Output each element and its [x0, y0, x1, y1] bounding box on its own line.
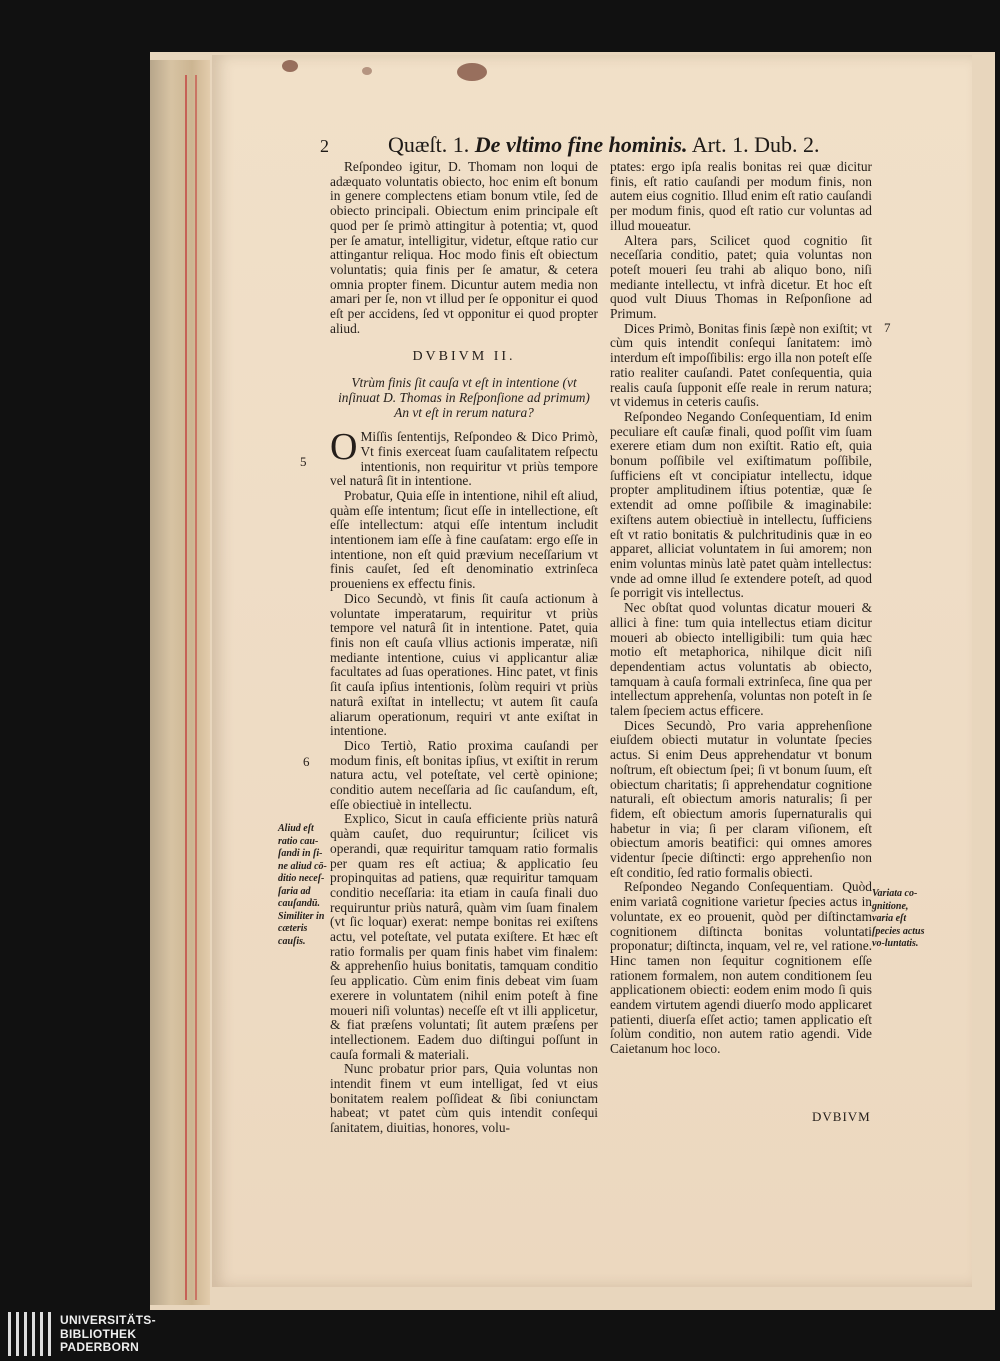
paragraph: Dices Secundò, Pro varia apprehenſione eiuſdem obiecti mutatur in voluntate ſpecies actus. Si enim Deus apprehendatur vt bonum noſtrum, eſt obiectum ſpei; ſi vt bonum ſuum, eſt obiectum charitatis; ſi apprehendatur cognitione naturali, eſt obiectum amoris naturalis; ſi per fidem, eſt obiectum amoris ſupernaturalis qui habetur in via; ſi per claram viſionem, eſt obiectum amoris beatifici: qui omnes amores videntur ſpecie diſtincti: ergo apprehenſio non eſt conditio, ſed ratio formalis obiecti. — [610, 717, 872, 880]
paragraph: Reſpondeo Negando Conſequentiam, Id enim peculiare eſt cauſæ finali, quod poſſit vim ſuam exerere etiam dum non exiſtit. Ratio eſt, quia bonum poſſibile vel exiſtimatum poſſibile, ſufficiens eſt vt concipiatur intellectu, idque propter amplitudinem iſtius potentiæ, quæ ſe extendit ad omne poſſibile & imaginabile: exiſtens autem obiectiuè in intellectu, ſufficiens eſt vt ratio bonitatis & pulchritudinis quæ in eo apparet, alliciat voluntatem in ſui amorem; non enim voluntas minùs latè patet quàm intellectus: vnde ad omne illud ſe extendere poteſt, ad quod ſe porrigit vis intellectus. — [610, 408, 872, 601]
stain — [457, 63, 487, 81]
section-question: Vtrùm finis ſit cauſa vt eſt in intentione (vt inſinuat D. Thomas in Reſponſione ad primum) An vt eſt in rerum natura? — [338, 375, 590, 421]
header-prefix: Quæſt. 1. — [388, 132, 470, 157]
paragraph: Nunc probatur prior pars, Quia voluntas non intendit finem vt eum intelligat, ſed vt eius bonitatem realem poſſideat & ſibi coniunctam habeat; vt patet cùm quis intendit conſequi ſanitatem, diuitias, honores, volu- — [330, 1061, 598, 1136]
paragraph: Dico Secundò, vt finis ſit cauſa actionum à voluntate imperatarum, requiritur vt priùs tempore vel naturâ ſit in intentione. Patet, quia finis non eſt cauſa vllius actionis imperatæ, niſi mediante intentione, cuius vi applicantur aliæ facultates ad ſuas operationes. Hinc patet, vt finis ſit cauſa ipſius intentionis, ſolùm requiri vt priùs naturâ exiſtat in intellectu; vt autem ſit cauſa aliarum operationum, requiri vt ante exiſtat in intentione. — [330, 590, 598, 739]
paragraph: Probatur, Quia eſſe in intentione, nihil eſt aliud, quàm eſſe intentum; ſicut eſſe in intellectione, eſt eſſe intellectum: atqui eſſe intentum includit intentionem iam eſſe à fine cauſatam: ergo eſſe in intentione, non eſt quid prævium neceſſarium vt finis cauſet, ſed eſt denominatio extrinſeca proueniens ex effectu finis. — [330, 487, 598, 592]
section-heading: DVBIVM II. — [412, 349, 516, 365]
red-edge-line — [185, 75, 187, 1300]
header-suffix: Art. 1. Dub. 2. — [691, 132, 820, 157]
paragraph: Reſpondeo igitur, D. Thomam non loqui de adæquato voluntatis obiecto, hoc enim eſt bonum in genere complectens etiam bonum vtile, ſed de obiecto principali. Obiectum enim principale eſt quod per ſe primò attingitur à potentia; vt, quod per ſe amatur, intelligitur, videtur, eſtque ratio cur attingantur reliqua. Hoc modo finis eſt obiectum voluntatis; quia finis per ſe amatur, & cetera omnia propter finem. Dicuntur autem media non amari per ſe, non vt illud per ſe opponitur ei quod eſt per accidens, ſed vt opponitur ei quod propter aliud. — [330, 159, 598, 336]
right-column — [610, 160, 872, 1057]
paragraph: Nec obſtat quod voluntas dicatur moueri & allici à fine: tum quia intellectus etiam dicitur moueri ab obiecto intelligibili: tum quia hæc motio eſt metaphorica, nihilque dicit niſi dependentiam actus voluntatis ab obiecto, tamquam à cauſa formali extrinſeca, ſine qua per intellectum apprehenſa, voluntas non poteſt in ſe talem ſpeciem actus efficere. — [610, 600, 872, 719]
paragraph: Dices Primò, Bonitas finis ſæpè non exiſtit; vt cùm quis intendit conſequi ſanitatem: imò interdum eſt impoſſibilis: ergo illa non poteſt eſſe ratio realiter cauſandi. Patet conſequentia, quia realis cauſa ſupponit eſſe reale in rerum natura; vt videmus in ceteris cauſis. — [610, 320, 872, 410]
stain — [362, 67, 372, 75]
catchword: DVBIVM — [812, 1109, 871, 1124]
paragraph: Explico, Sicut in cauſa efficiente priùs naturâ quàm cauſet, duo requiruntur; ſcilicet vis operandi, quæ requiritur tamquam ratio formalis per quam res eſt actiua; & applicatio ſeu propinquitas ad patiens, quæ requiritur tamquam conditio neceſſaria: ita etiam in cauſa finali duo requiruntur priùs naturâ, quàm vim ſuam finalem (vt ſic loquar) exerat: nempe bonitas rei exiſtens actu, vel poteſtate, vel putata exiſtere. Et hæc eſt ratio formalis per quam finis habet vim finalem: & apprehenſio huius bonitatis, tamquam conditio ſeu applicatio. Cùm enim finis debeat vim ſuam exerere in voluntatem (nihil enim poteſt à fine moueri niſi voluntas) neceſſe eſt vt illi applicetur, & fiat præſens voluntati; ſit autem præſens per intellectionem. Eadem duo diſtingui poſſunt in cauſa formali & materiali. — [330, 811, 598, 1062]
library-name: UNIVERSITÄTS- BIBLIOTHEK PADERBORN — [60, 1313, 156, 1354]
margin-number-6: 6 — [303, 754, 310, 769]
stain — [282, 60, 298, 72]
library-logo — [6, 1312, 166, 1358]
paragraph — [330, 426, 598, 489]
paragraph: Dico Tertiò, Ratio proxima cauſandi per modum finis, eſt bonitas ipſius, vt exiſtit in rerum natura actu, vel poteſtate, vel certè opinione; conditio autem neceſſaria ad ſic cauſandum, eſt, eſſe obiectiuè in intellectu. — [330, 737, 598, 812]
header-italic: De vltimo fine hominis. — [474, 132, 688, 157]
right-sidenote: Variata co-gnitione, varia eſt ſpecies actus vo-luntatis. — [872, 888, 925, 949]
left-sidenote: Aliud eſt ratio cau-ſandi in ſi-ne aliud cō-ditio neceſ-ſaria ad cauſandū. Similiter in cæteris cauſis. — [278, 823, 327, 947]
page-number: 2 — [320, 136, 329, 156]
paragraph: Altera pars, Scilicet quod cognitio ſit neceſſaria conditio, patet; quia voluntas non poteſt moueri ſeu trahi ab aliquo bono, niſi mediante intellectu, vt infrà dicetur. Et hoc eſt quod vult Diuus Thomas in Reſponſione ad Primum. — [610, 232, 872, 322]
header-title — [388, 132, 820, 158]
drop-cap: O — [330, 426, 358, 469]
paragraph: ptates: ergo ipſa realis bonitas rei quæ dicitur finis, eſt ratio cauſandi per modum finis, non autem eius cognitio. Illud enim eſt ratio cauſandi per modum finis, quod eſt ratio cur voluntas ad illud moueatur. — [610, 159, 872, 233]
page-edges — [150, 60, 210, 1305]
paragraph: Reſpondeo Negando Conſequentiam. Quòd enim variatâ cognitione varietur ſpecies actus in voluntate, ex eo prouenit, quòd per diſtinctam cognitionem diſtincta bonitas voluntati proponatur; diſtincta, inquam, vel re, vel ratione. Hinc tamen non ſequitur cognitionem eſſe rationem formalem, non autem conditionem ſeu applicationem obiecti: eodem enim modo ſi quis eandem virtutem agendi diuerſo modo applicaret patienti, diuerſa eſſet actio; tamen applicatio eſt ſolùm conditio, non autem ratio agendi. Vide Caietanum hoc loco. — [610, 879, 872, 1057]
margin-number-7: 7 — [884, 320, 891, 335]
paragraph-text: Miſſis ſententijs, Reſpondeo & Dico Primò, Vt finis exerceat ſuam cauſalitatem reſpectu intentionis, non requiritur vt priùs tempore vel naturâ ſit in intentione. — [330, 429, 598, 489]
margin-number-5: 5 — [300, 454, 307, 469]
red-edge-line — [195, 75, 197, 1300]
left-column — [330, 160, 598, 1136]
